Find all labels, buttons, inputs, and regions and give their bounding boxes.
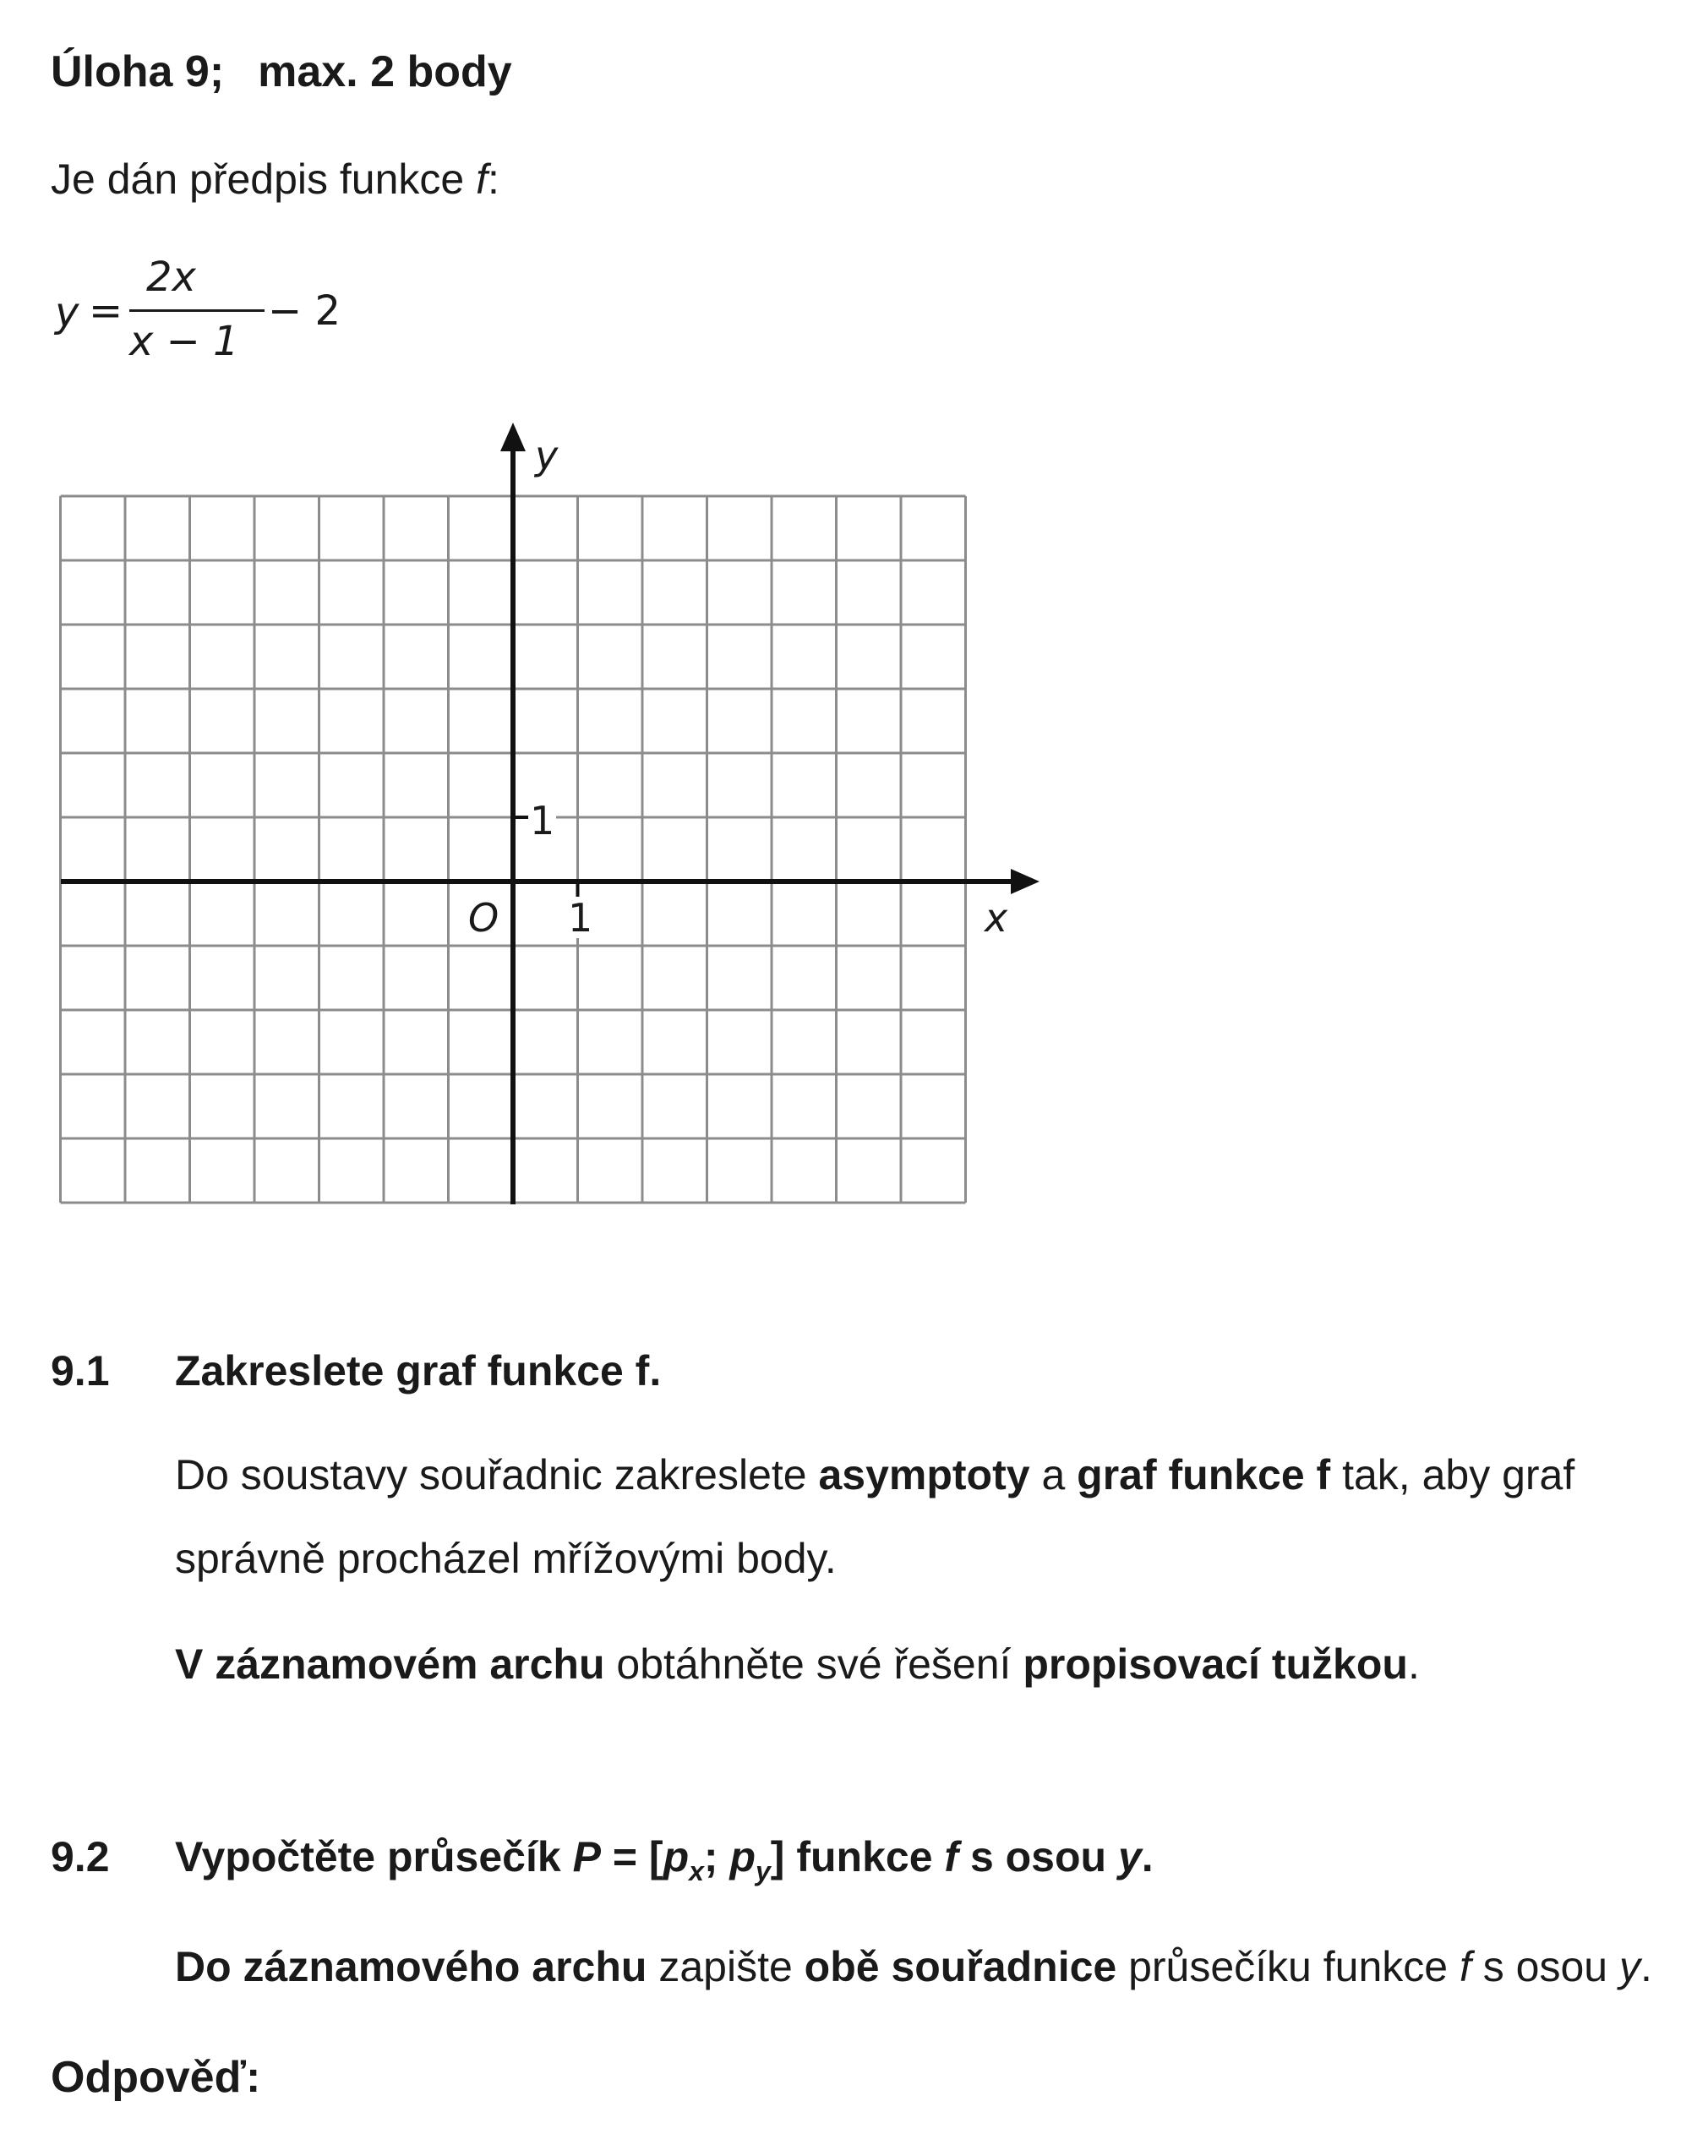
task-9-2-number: 9.2	[51, 1833, 110, 1880]
x-axis-arrow-icon	[1011, 869, 1040, 894]
y-axis-label: y	[535, 433, 559, 478]
formula-tail: − 2	[268, 287, 341, 335]
formula-y: y	[55, 289, 79, 336]
task-9-1-note: V záznamovém archu obtáhněte své řešení propisovací tužkou.	[175, 1640, 1420, 1688]
answer-label: Odpověď:	[51, 2053, 261, 2102]
task-9-1-heading: Zakreslete graf funkce f.	[175, 1347, 662, 1395]
origin-label: O	[468, 895, 499, 941]
formula-numerator: 2x	[146, 254, 196, 301]
task-9-2-heading: Vypočtěte průsečík $P = [p_x$; $p_y$] funkce f s osou y.	[175, 1833, 1154, 1886]
formula-equals: =	[89, 287, 123, 335]
x-tick-label: 1	[568, 895, 593, 941]
grid-lines	[61, 496, 1015, 1203]
task-number: Úloha 9;	[51, 47, 225, 96]
task-9-1-number: 9.1	[51, 1347, 110, 1395]
intro-text: Je dán předpis funkce f:	[51, 156, 499, 203]
task-9-2-instruction: Do záznamového archu zapište obě souřadnice průsečíku funkce f s osou y.	[175, 1943, 1652, 1990]
formula-denominator: x − 1	[129, 318, 239, 365]
y-axis-arrow-icon	[500, 423, 526, 451]
task-9-1-instruction-line2: správně procházel mřížovými body.	[175, 1535, 837, 1582]
y-tick-label: 1	[530, 798, 555, 843]
task-points: max. 2 body	[258, 47, 512, 96]
task-9-1-instruction-line1: Do soustavy souřadnic zakreslete asymptoty a graf funkce f tak, aby graf	[175, 1451, 1575, 1498]
x-axis-label: x	[985, 895, 1008, 941]
